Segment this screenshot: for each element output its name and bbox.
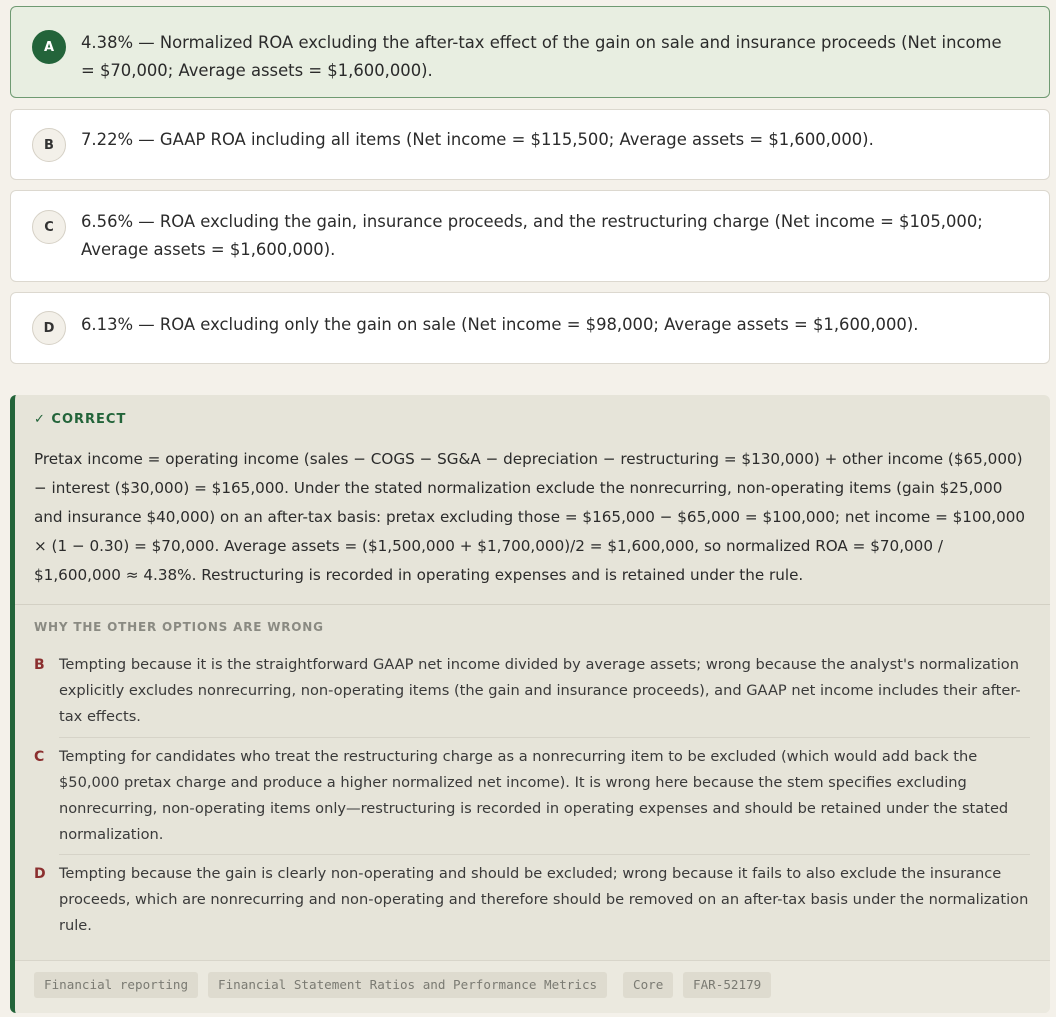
option-badge-a: A — [32, 30, 66, 64]
wrong-letter-b: B — [34, 657, 45, 673]
tag-bar — [15, 960, 1050, 1013]
tag-level[interactable]: Core — [623, 972, 673, 998]
option-badge-b: B — [32, 128, 66, 162]
wrong-letter-c: C — [34, 749, 45, 765]
wrong-text-b: Tempting because it is the straightforward GAAP net income divided by average assets; wrong because the analyst's normalization explicitly excludes nonrecurring, non-operating items (the gain and insurance proceeds), and GAAP net income includes their after-tax effects. — [59, 656, 1021, 725]
correct-label: ✓ CORRECT — [34, 412, 127, 427]
wrong-option-c — [34, 744, 1030, 850]
option-text-b: 7.22% — GAAP ROA including all items (Net income = $115,500; Average assets = $1,600,000). — [81, 130, 874, 149]
wrong-letter-d: D — [34, 866, 46, 882]
wrong-option-d — [34, 861, 1030, 941]
wrong-text-d: Tempting because the gain is clearly non-operating and should be excluded; wrong because it fails to also exclude the insurance proceeds, which are nonrecurring and non-operating and therefore should be removed on an after-tax basis under the normalization rule. — [59, 865, 1029, 934]
option-c[interactable] — [10, 190, 1050, 282]
wrong-separator — [59, 854, 1030, 855]
why-wrong-label: WHY THE OTHER OPTIONS ARE WRONG — [34, 620, 324, 634]
option-text-c: 6.56% — ROA excluding the gain, insurance proceeds, and the restructuring charge (Net income = $105,000; Average assets = $1,600,000). — [81, 212, 983, 259]
tag-topic[interactable]: Financial reporting — [34, 972, 198, 998]
tag-id[interactable]: FAR-52179 — [683, 972, 771, 998]
wrong-separator — [59, 737, 1030, 738]
option-text-d: 6.13% — ROA excluding only the gain on sale (Net income = $98,000; Average assets = $1,600,000). — [81, 315, 919, 334]
wrong-text-c: Tempting for candidates who treat the restructuring charge as a nonrecurring item to be excluded (which would add back the $50,000 pretax charge and produce a higher normalized net income). It is wrong here because the stem specifies excluding nonrecurring, non-operating items only—restructuring is recorded in operating expenses and should be retained under the stated normalization. — [59, 748, 1009, 843]
option-badge-d: D — [32, 311, 66, 345]
option-a[interactable] — [10, 6, 1050, 98]
tag-subtopic[interactable]: Financial Statement Ratios and Performance Metrics — [208, 972, 607, 998]
explanation-panel — [10, 395, 1050, 1013]
option-badge-c: C — [32, 210, 66, 244]
option-text-a: 4.38% — Normalized ROA excluding the after-tax effect of the gain on sale and insurance proceeds (Net income = $70,000; Average assets = $1,600,000). — [81, 33, 1002, 80]
explanation-body: Pretax income = operating income (sales − COGS − SG&A − depreciation − restructuring = $130,000) + other income ($65,000) − interest ($30,000) = $165,000. Under the stated normalization exclude the nonrecurring, non-operating items (gain $25,000 and insurance $40,000) on an after-tax basis: pretax excluding those = $165,000 − $65,000 = $100,000; net income = $100,000 × (1 − 0.30) = $70,000. Average assets = ($1,500,000 + $1,700,000)/2 = $1,600,000, so normalized ROA = $70,000 / $1,600,000 ≈ 4.38%. Restructuring is recorded in operating expenses and is retained under the rule. — [34, 450, 1026, 584]
option-d[interactable] — [10, 292, 1050, 364]
option-b[interactable] — [10, 109, 1050, 180]
wrong-option-b — [34, 652, 1030, 732]
explanation-divider — [15, 604, 1050, 605]
